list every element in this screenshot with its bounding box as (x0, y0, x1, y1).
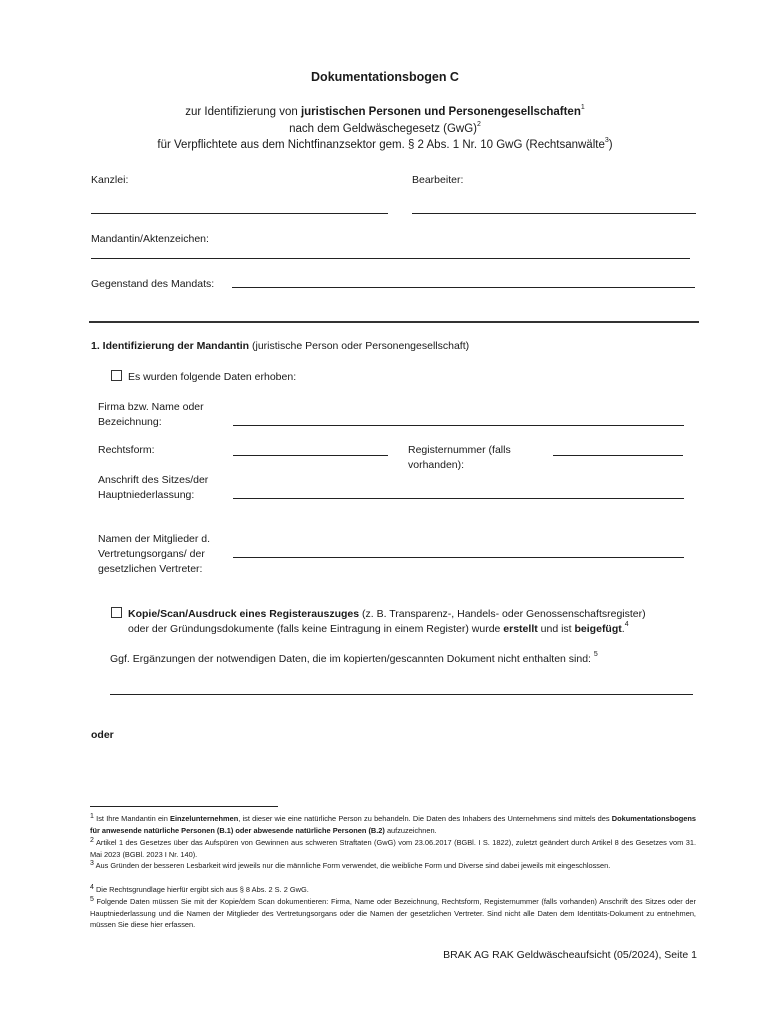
footnote-1: $^1$ Ist Ihre Mandantin ein Einzelunternehmen, ist dieser wie eine natürliche Person zu behandeln. Die Daten des Inhabers des Unternehmens sind mittels des Dokumentationsbogens für anwesende natürliche Personen (B.1) oder abwesende natürliche Personen (B.2) aufzuzeichnen. (90, 813, 696, 835)
document-title: Dokumentationsbogen C (311, 70, 459, 84)
subtitle-line-3: für Verpflichtete aus dem Nichtfinanzsektor gem. § 2 Abs. 1 Nr. 10 GwG (Rechtsanwälte$^3$) (157, 137, 613, 151)
footnote-separator (90, 806, 278, 807)
kanzlei-label: Kanzlei: (91, 174, 129, 186)
mandantin-field[interactable] (91, 258, 690, 259)
data-collected-checkbox-row[interactable]: Es wurden folgende Daten erhoben: (111, 370, 296, 383)
anschrift-label: Anschrift des Sitzes/der Hauptniederlassung: (98, 474, 209, 501)
kanzlei-field[interactable] (91, 213, 388, 214)
oder-label: oder (91, 729, 114, 741)
subtitle-line-1: zur Identifizierung von juristischen Personen und Personengesellschaften$^1$ (185, 104, 585, 118)
mandantin-label: Mandantin/Aktenzeichen: (91, 233, 209, 245)
registernummer-label: Registernummer (falls vorhanden): (408, 444, 511, 471)
registerauszug-text-line-2: oder der Gründungsdokumente (falls keine Eintragung in einem Register) wurde erstellt und ist beigefügt.$^4$ (128, 621, 629, 635)
section-1-heading: 1. Identifizierung der Mandantin (juristische Person oder Personengesellschaft) (91, 340, 470, 352)
namen-vertreter-label: Namen der Mitglieder d. Vertretungsorgans/ der gesetzlichen Vertreter: (98, 533, 211, 575)
bearbeiter-label: Bearbeiter: (412, 174, 464, 186)
rechtsform-field[interactable] (233, 455, 388, 456)
footnote-4: $^4$ Die Rechtsgrundlage hierfür ergibt sich aus § 8 Abs. 2 S. 2 GwG. (90, 884, 309, 894)
footnote-2: $^2$ Artikel 1 des Gesetzes über das Aufspüren von Gewinnen aus schweren Straftaten (GwG) vom 23.06.2017 (BGBl. I S. 1822), zuletzt geändert durch Artikel 8 des Gesetzes vom 31. Mai 2023 (BGBl. 2023 I Nr. 140). (90, 837, 696, 859)
page-footer: BRAK AG RAK Geldwäscheaufsicht (05/2024), Seite 1 (443, 949, 697, 961)
checkbox[interactable] (111, 370, 122, 381)
registerauszug-checkbox-row[interactable]: Kopie/Scan/Ausdruck eines Registerauszuges (z. B. Transparenz-, Handels- oder Genossenschaftsregister) (111, 607, 701, 620)
footnote-5: $^5$ Folgende Daten müssen Sie mit der Kopie/dem Scan dokumentieren: Firma, Name oder Bezeichnung, Rechtsform, Registernummer (falls vorhanden) Anschrift des Sitzes oder der Hauptniederlassung und die Namen der Mitglieder des Vertretungsorgans oder die Namen der gesetzlichen Vertreter. Sind nicht alle Daten dem Identitäts-Dokument zu entnehmen, müssen Sie diese hier erfassen. (90, 896, 697, 929)
namen-vertreter-field[interactable] (233, 557, 684, 558)
footnote-3: $^3$ Aus Gründen der besseren Lesbarkeit wird jeweils nur die männliche Form verwendet, die weibliche Form und Diverse sind dabei jeweils mit eingeschlossen. (90, 860, 611, 870)
gegenstand-label: Gegenstand des Mandats: (91, 278, 215, 290)
anschrift-field[interactable] (233, 498, 684, 499)
subtitle-line-2: nach dem Geldwäschegesetz (GwG)$^2$ (289, 121, 481, 135)
ergaenzungen-field[interactable] (110, 694, 693, 695)
registernummer-field[interactable] (553, 455, 683, 456)
ergaenzungen-label: Ggf. Ergänzungen der notwendigen Daten, die im kopierten/gescannten Dokument nicht enthalten sind: $^5$ (110, 651, 598, 665)
checkbox[interactable] (111, 607, 122, 618)
rechtsform-label: Rechtsform: (98, 444, 155, 456)
gegenstand-field[interactable] (232, 287, 695, 288)
firma-label: Firma bzw. Name oder Bezeichnung: (98, 401, 204, 428)
bearbeiter-field[interactable] (412, 213, 696, 214)
section-divider (89, 321, 699, 323)
firma-field[interactable] (233, 425, 684, 426)
